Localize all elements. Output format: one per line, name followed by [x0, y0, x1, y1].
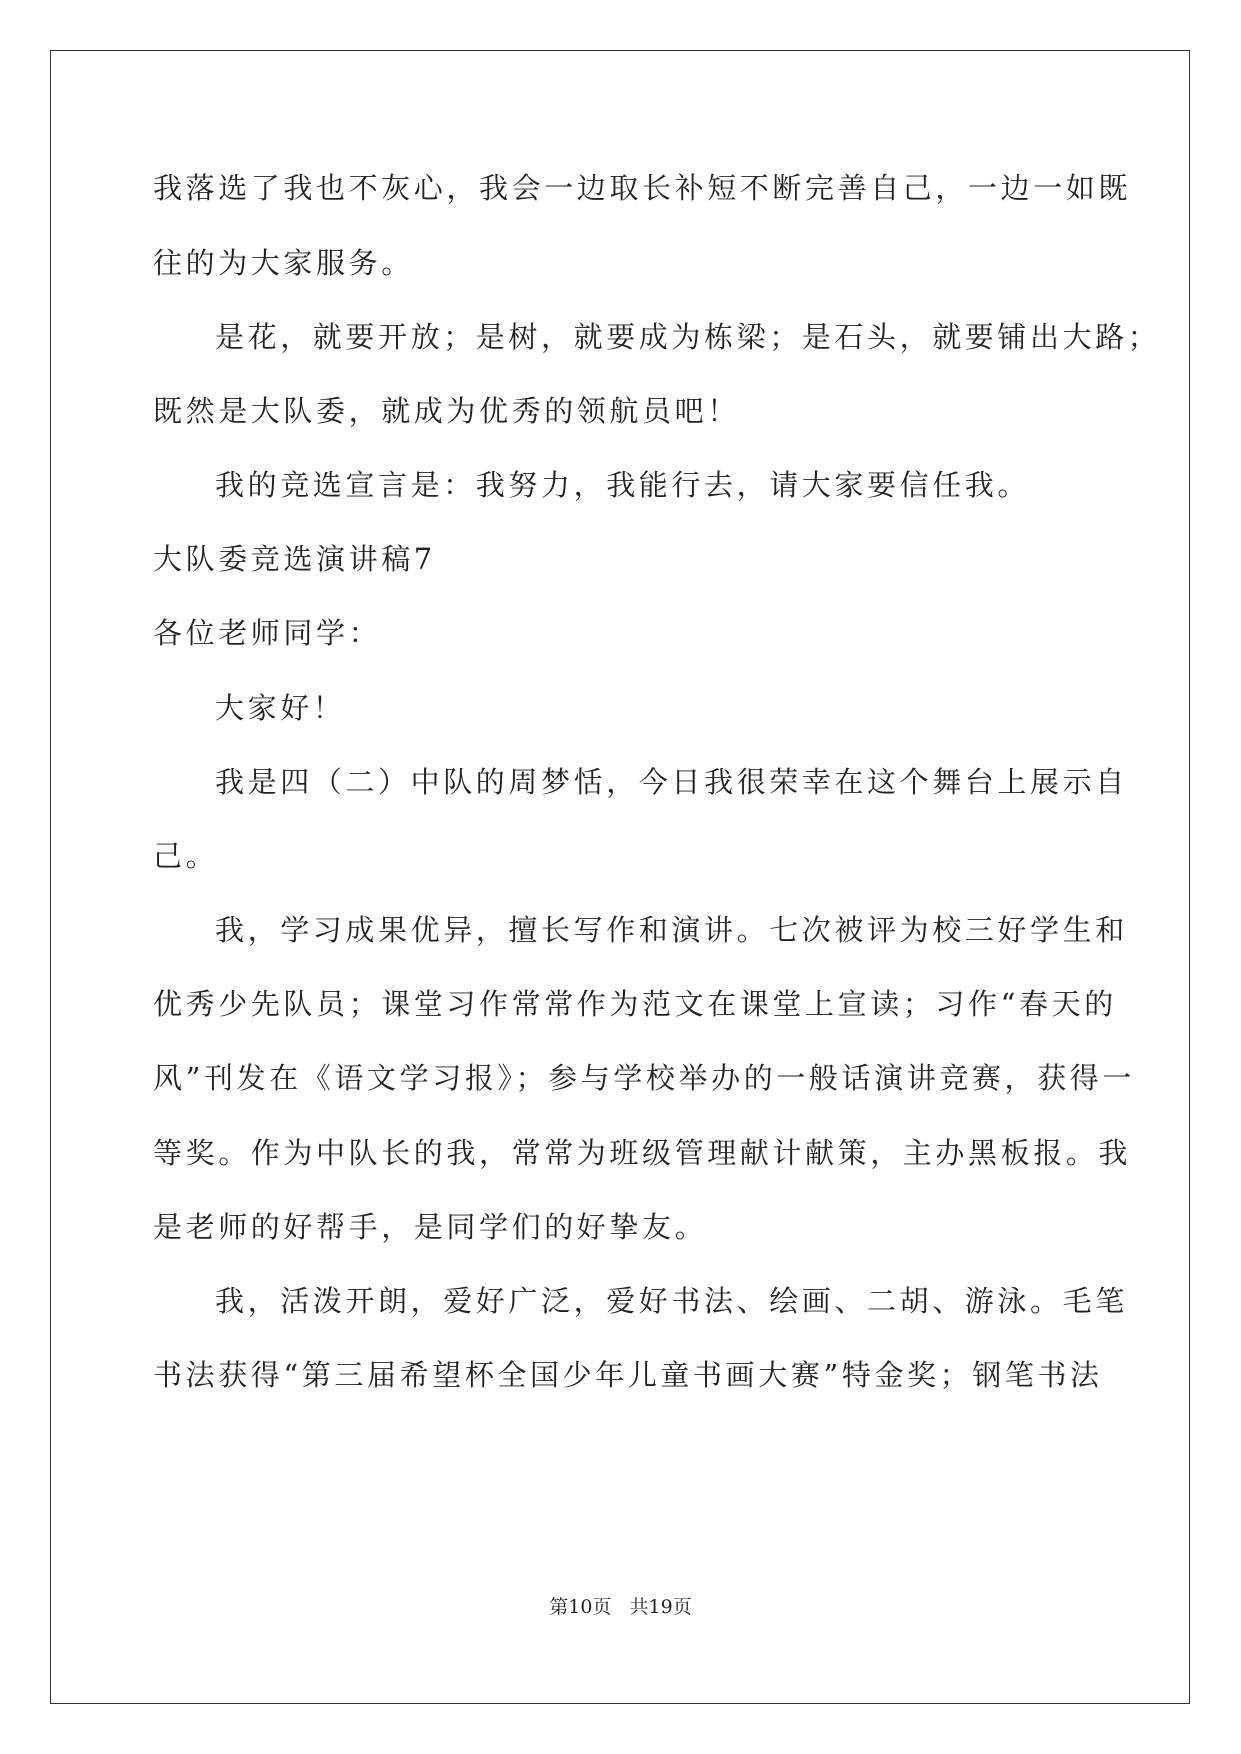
total-pages: 共19页 — [629, 1596, 692, 1618]
text-line: 我是四（二）中队的周梦恬，今日我很荣幸在这个舞台上展示自 — [215, 765, 1128, 799]
page-footer — [0, 1595, 1241, 1619]
text-line: 既然是大队委，就成为优秀的领航员吧！ — [153, 394, 740, 428]
text-line: 往的为大家服务。 — [153, 246, 414, 280]
text-line: 是老师的好帮手，是同学们的好挚友。 — [153, 1210, 708, 1244]
current-page-number: 第10页 — [549, 1596, 612, 1618]
text-line: 是花，就要开放；是树，就要成为栋梁；是石头，就要铺出大路； — [215, 320, 1161, 354]
page-border — [50, 50, 1190, 1704]
section-heading: 大队委竞选演讲稿7 — [153, 542, 436, 576]
text-line: 己。 — [153, 839, 219, 873]
text-line: 我落选了我也不灰心，我会一边取长补短不断完善自己，一边一如既 — [153, 171, 1132, 205]
salutation: 各位老师同学： — [153, 616, 382, 650]
greeting: 大家好！ — [215, 691, 346, 725]
text-line: 我，学习成果优异，擅长写作和演讲。七次被评为校三好学生和 — [215, 913, 1128, 947]
text-line: 等奖。作为中队长的我，常常为班级管理献计献策，主办黑板报。我 — [153, 1136, 1132, 1170]
text-line: 我，活泼开朗，爱好广泛，爱好书法、绘画、二胡、游泳。毛笔 — [215, 1284, 1128, 1318]
text-line: 风”刊发在《语文学习报》；参与学校举办的一般话演讲竞赛，获得一 — [153, 1061, 1135, 1095]
text-line: 优秀少先队员；课堂习作常常作为范文在课堂上宣读；习作“春天的 — [153, 987, 1117, 1021]
text-line: 我的竞选宣言是：我努力，我能行去，请大家要信任我。 — [215, 468, 1031, 502]
text-line: 书法获得“第三届希望杯全国少年儿童书画大赛”特金奖；钢笔书法 — [153, 1358, 1103, 1392]
